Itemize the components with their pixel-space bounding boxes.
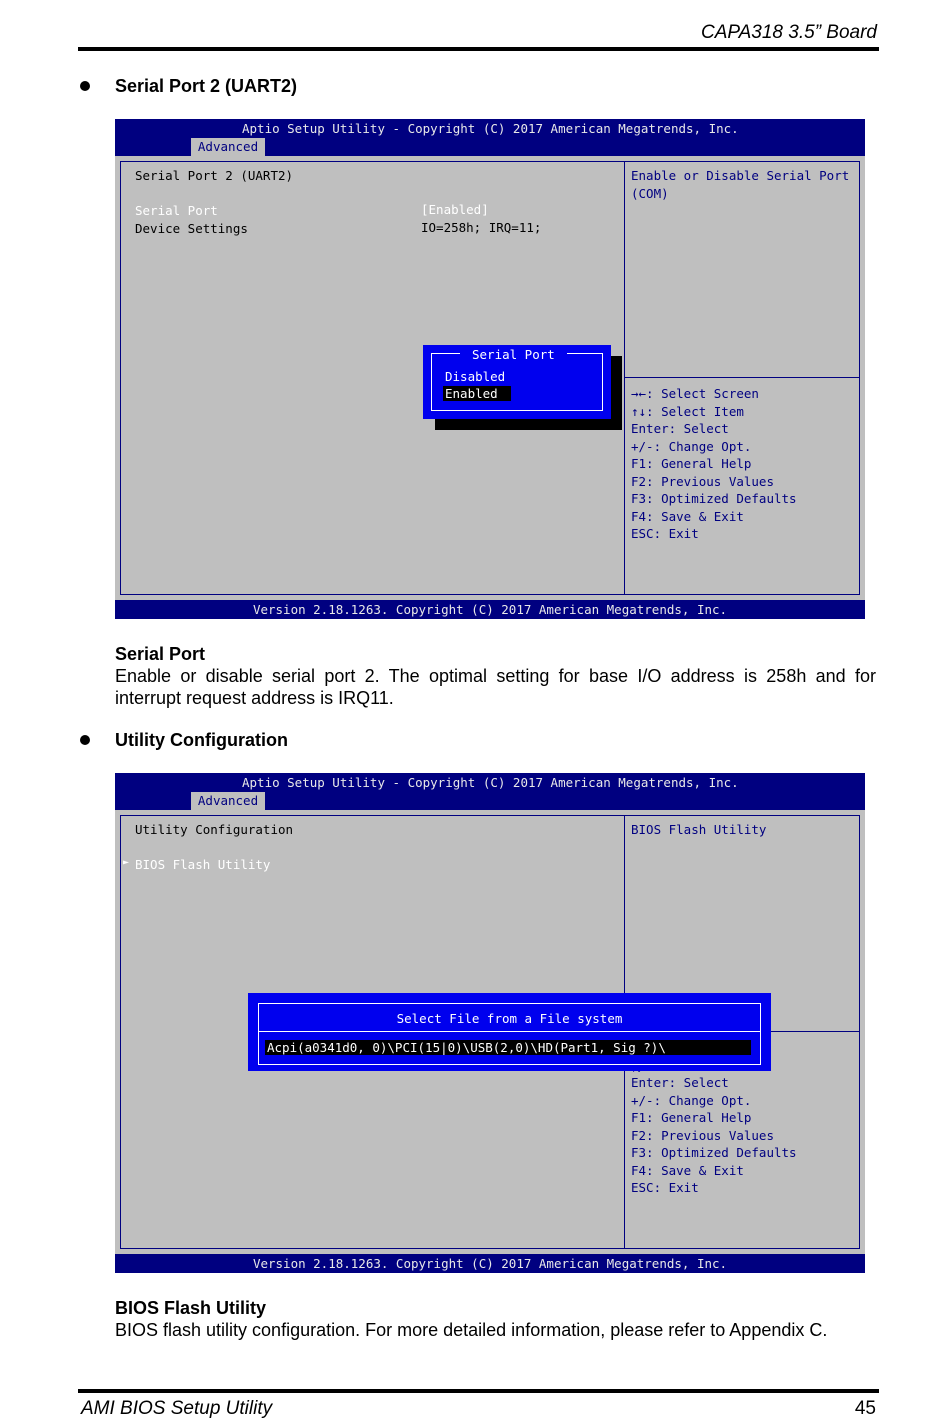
device-settings-value: IO=258h; IRQ=11; [421,220,542,235]
key-help-line: F4: Save & Exit [631,509,744,524]
key-help-line: ESC: Exit [631,526,699,541]
key-help-line: ↑↓: Select Item [631,404,744,419]
footer-rule [78,1389,879,1393]
description-bios-flash-utility [115,1297,876,1341]
bullet-icon [80,81,90,91]
key-help-line: +/-: Change Opt. [631,1093,752,1108]
serial-port-value[interactable]: [Enabled] [421,202,489,217]
key-help-line: F1: General Help [631,1110,752,1125]
help-text-line: BIOS Flash Utility [631,822,767,837]
page-title: Utility Configuration [135,822,294,837]
bios-top-title: Aptio Setup Utility - Copyright (C) 2017 American Megatrends, Inc. [242,121,739,136]
bios-screen-serial-port [115,119,865,619]
page-number: 45 [854,1398,876,1419]
file-path-option[interactable]: Acpi(a0341d0, 0)\PCI(15|0)\USB(2,0)\HD(Part1, Sig ?)\ [265,1040,751,1055]
bios-screen-utility-configuration [115,773,865,1273]
key-help-line: →←: Select Screen [631,386,759,401]
menu-item-device-settings: Device Settings [135,221,248,236]
bios-footer-bar: Version 2.18.1263. Copyright (C) 2017 American Megatrends, Inc. [115,1254,865,1273]
popup-title: Serial Port [460,347,567,362]
section-heading-serial-port-2: Serial Port 2 (UART2) [115,76,298,96]
popup-option-disabled[interactable]: Disabled [445,369,506,384]
key-help-line: ESC: Exit [631,1180,699,1195]
header-rule [78,47,879,51]
section-heading-utility-configuration: Utility Configuration [115,730,288,750]
bios-help-divider [625,377,859,378]
key-help-line: Enter: Select [631,1075,729,1090]
footer-left-text: AMI BIOS Setup Utility [81,1398,273,1419]
description-serial-port [115,643,876,709]
popup-title-divider [259,1031,760,1032]
description-text: BIOS flash utility configuration. For more detailed information, please refer to Appendix C. [115,1320,828,1340]
help-text-line: Enable or Disable Serial Port [631,168,850,183]
key-help-line: F2: Previous Values [631,1128,774,1143]
key-help-line: F3: Optimized Defaults [631,1145,797,1160]
key-help-line: F4: Save & Exit [631,1163,744,1178]
description-title: Serial Port [115,644,206,664]
submenu-arrow-icon: ► [123,857,130,868]
file-system-popup [248,993,771,1071]
page-title: Serial Port 2 (UART2) [135,168,294,183]
key-help-line: Enter: Select [631,421,729,436]
key-help-line: F1: General Help [631,456,752,471]
tab-advanced[interactable]: Advanced [191,792,265,810]
menu-item-bios-flash-utility[interactable]: BIOS Flash Utility [135,857,271,872]
popup-title: Select File from a File system [396,1011,623,1026]
popup-option-enabled[interactable]: Enabled [443,386,511,401]
menu-item-serial-port[interactable]: Serial Port [135,203,218,218]
serial-port-popup [423,345,611,419]
bios-top-title: Aptio Setup Utility - Copyright (C) 2017 American Megatrends, Inc. [242,775,739,790]
key-help-line: F2: Previous Values [631,474,774,489]
bullet-icon [80,735,90,745]
key-help-line: +/-: Change Opt. [631,439,752,454]
document-header-title: CAPA318 3.5” Board [700,22,877,43]
bios-column-divider [624,161,625,595]
help-text-line: (COM) [631,186,669,201]
bios-footer-bar: Version 2.18.1263. Copyright (C) 2017 American Megatrends, Inc. [115,600,865,619]
description-text: Enable or disable serial port 2. The optimal setting for base I/O address is 258h and for interrupt request address is IRQ11. [115,666,876,708]
description-title: BIOS Flash Utility [115,1298,267,1318]
key-help-line: F3: Optimized Defaults [631,491,797,506]
tab-advanced[interactable]: Advanced [191,138,265,156]
